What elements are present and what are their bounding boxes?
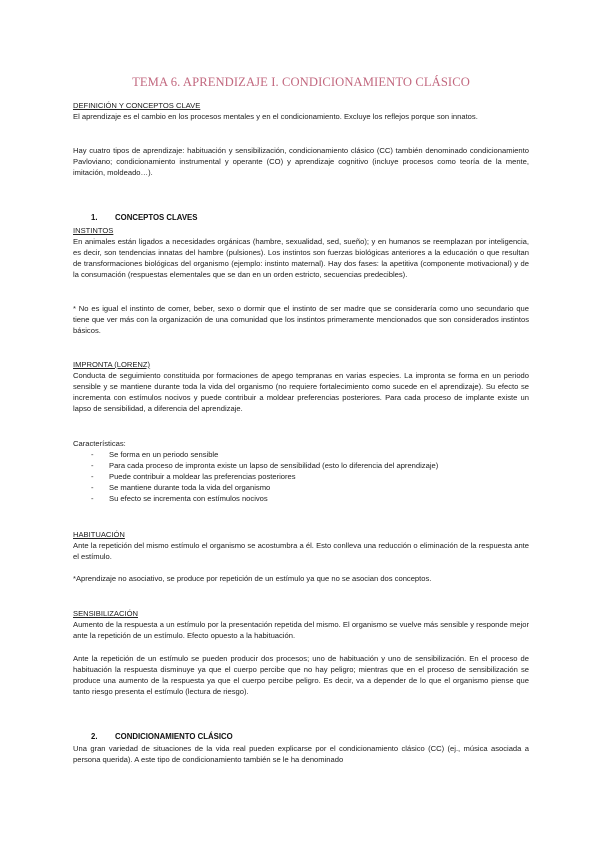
instintos-heading: INSTINTOS bbox=[73, 226, 114, 235]
habituacion-heading: HABITUACIÓN bbox=[73, 530, 125, 539]
section-1-heading bbox=[91, 213, 197, 222]
impronta-caracteristicas-list bbox=[73, 449, 529, 504]
habituacion-paragraph-2: *Aprendizaje no asociativo, se produce por repetición de un estímulo ya que no se asocian dos conceptos. bbox=[73, 574, 432, 583]
definition-paragraph-1: El aprendizaje es el cambio en los procesos mentales y en el condicionamiento. Excluye los reflejos porque son innatos. bbox=[73, 112, 478, 121]
section-2-heading bbox=[91, 732, 233, 741]
sensibilizacion-paragraph-1: Aumento de la respuesta a un estímulo por la presentación repetida del mismo. El organismo se vuelve más sensible y responde mejor ante la repetición de un estímulo. Efecto opuesto a la habituación. bbox=[73, 620, 529, 640]
section-2-number: 2. bbox=[91, 732, 98, 741]
instintos-paragraph-1: En animales están ligados a necesidades orgánicas (hambre, sexualidad, sed, sueño); y en humanos se reemplazan por inteligencia, es decir, son tendencias innatas del hambre (pulsiones). Los instintos son fuerzas biológicas anteriores a la educación o que resultan de transformaciones biológicas del organismo (ejemplo: instinto maternal). Hay dos fases: la apetitiva (componente motivacional) y de la consumación (respuestas elementales que se dan en un orden estricto, secuencias predecibles). bbox=[73, 237, 529, 279]
section-1-title: CONCEPTOS CLAVES bbox=[115, 213, 198, 222]
definition-heading: DEFINICIÓN Y CONCEPTOS CLAVE bbox=[73, 101, 201, 110]
list-item: - Se forma en un periodo sensible bbox=[73, 449, 529, 460]
impronta-caracteristicas-label: Características: bbox=[73, 439, 126, 448]
section-1-number: 1. bbox=[91, 213, 98, 222]
definition-paragraph-2: Hay cuatro tipos de aprendizaje: habituación y sensibilización, condicionamiento clásico (CC) también denominado condicionamiento Pavloviano; condicionamiento instrumental y operante (CO) y aprendizaje cognitivo (incluye procesos como teoría de la mente, imitación, moldeado…). bbox=[73, 146, 529, 177]
sensibilizacion-heading: SENSIBILIZACIÓN bbox=[73, 609, 138, 618]
instintos-paragraph-2: * No es igual el instinto de comer, beber, sexo o dormir que el instinto de ser madre que se consideraría como uno secundario que tiene que ver más con la organización de una comunidad que los instintos primeramente mencionados que son considerados instintos básicos. bbox=[73, 304, 529, 335]
list-item: - Para cada proceso de impronta existe un lapso de sensibilidad (esto lo diferencia del aprendizaje) bbox=[73, 460, 529, 471]
impronta-paragraph-1: Conducta de seguimiento constituida por formaciones de apego tempranas en varias especies. La impronta se forma en un periodo sensible y se mantiene durante toda la vida del organismo (no requiere fortalecimiento como sucede en el aprendizaje). Su efecto se incrementa con estímulos nocivos y puede contribuir a moldear preferencias posteriores. Para cada proceso de implante existe un lapso de sensibilidad, a diferencia del aprendizaje. bbox=[73, 371, 529, 413]
section-2-title: CONDICIONAMIENTO CLÁSICO bbox=[115, 732, 233, 741]
habituacion-paragraph-1: Ante la repetición del mismo estímulo el organismo se acostumbra a él. Esto conlleva una reducción o eliminación de la respuesta ante el estímulo. bbox=[73, 541, 529, 561]
list-item: - Su efecto se incrementa con estímulos nocivos bbox=[73, 493, 529, 504]
section-2-paragraph-1: Una gran variedad de situaciones de la vida real pueden explicarse por el condicionamiento clásico (CC) (ej., música asociada a persona querida). A este tipo de condicionamiento también se le ha denominado bbox=[73, 744, 529, 764]
list-item: - Se mantiene durante toda la vida del organismo bbox=[73, 482, 529, 493]
impronta-heading: IMPRONTA (LORENZ) bbox=[73, 360, 151, 369]
document-title: TEMA 6. APRENDIZAJE I. CONDICIONAMIENTO CLÁSICO bbox=[132, 75, 470, 89]
sensibilizacion-paragraph-2: Ante la repetición de un estímulo se pueden producir dos procesos; uno de habituación y uno de sensibilización. En el proceso de habituación la respuesta disminuye ya que el cuerpo percibe que no hay peligro; mientras que en el proceso de sensibilización se produce una aumento de la respuesta ya que el cuerpo percibe peligro. Es decir, va a depender de lo que el organismo piense que tanto riesgo presenta el estímulo (lectura de riesgo). bbox=[73, 654, 529, 696]
list-item: - Puede contribuir a moldear las preferencias posteriores bbox=[73, 471, 529, 482]
